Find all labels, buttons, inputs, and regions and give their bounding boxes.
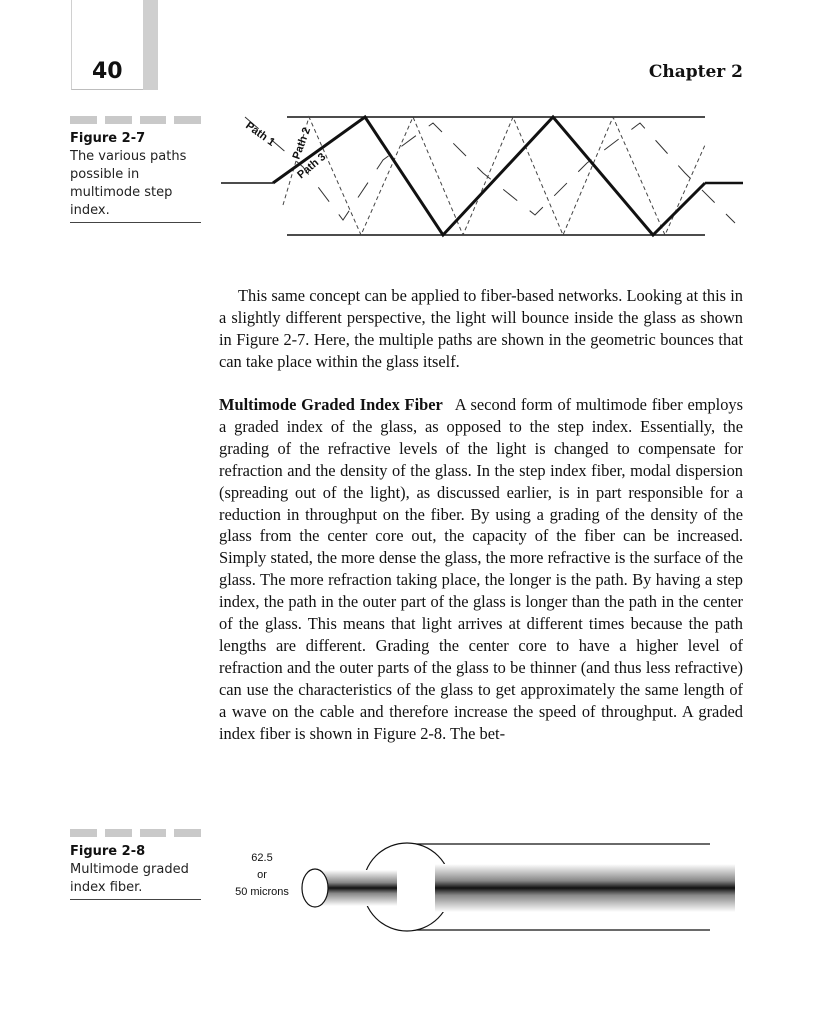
path-2-line — [273, 117, 705, 235]
path-3-label: Path 3 — [295, 150, 329, 182]
figure-2-8-caption-text: Multimode graded index fiber. — [70, 861, 201, 900]
path-2-label: Path 2 — [290, 125, 314, 162]
fiber-size-line-2: or — [257, 869, 267, 881]
fiber-size-line-1: 62.5 — [251, 852, 273, 864]
path-3-line — [283, 117, 705, 235]
core-band-right — [435, 864, 735, 912]
fiber-size-line-3: 50 microns — [235, 886, 289, 898]
caption-dashes — [70, 829, 201, 837]
core-band-left — [317, 870, 397, 906]
figure-2-8-caption — [70, 829, 201, 900]
path-1-label: Path 1 — [243, 119, 278, 149]
page-number: 40 — [92, 59, 123, 84]
figure-2-7-caption — [70, 116, 201, 223]
figure-2-8-title: Figure 2-8 — [70, 844, 146, 859]
section-paragraph — [219, 394, 743, 745]
fiber-size-label — [222, 850, 302, 901]
paragraph-1: This same concept can be applied to fiber-based networks. Looking at this in a slightly different perspective, the light will bounce inside the glass as shown in Figure 2-7. Here, the multiple paths are shown in the geometric bounces that can take place within the glass itself. — [219, 286, 743, 371]
figure-2-7-title: Figure 2-7 — [70, 131, 146, 146]
core-end — [302, 869, 328, 907]
chapter-label: Chapter 2 — [648, 62, 743, 82]
caption-dashes — [70, 116, 201, 124]
figure-2-8-diagram — [295, 830, 745, 940]
page-number-bar — [143, 0, 158, 90]
section-heading: Multimode Graded Index Fiber — [219, 395, 443, 414]
figure-2-7-caption-text: The various paths possible in multimode step index. — [70, 148, 201, 223]
figure-2-7-diagram — [215, 105, 755, 250]
section-text: A second form of multimode fiber employs a graded index of the glass, as opposed to the step index. Essentially, the grading of the refractive levels of the light is changed to compensate for refraction and the density of the glass. In the step index fiber, modal dispersion (spreading out of the light), as discussed earlier, is in part responsible for a reduction in throughput on the fiber. By using a grading of the density of the glass from the center core out, the capacity of the fiber can be increased. Simply stated, the more dense the glass, the more refractive is the surface of the glass. The more refraction taking place, the longer is the path. By having a step index, the path in the outer part of the glass is longer than the path in the center of the glass. This means that light arrives at different times because the path lengths are different. Grading the center core to have a higher level of refraction and the outer parts of the glass to be thinner (and thus less refractive) can use the characteristics of the glass to get approximately the same length of a wave on the cable and therefore increase the speed of throughput. A graded index fiber is shown in Figure 2-8. The bet- — [219, 395, 743, 743]
